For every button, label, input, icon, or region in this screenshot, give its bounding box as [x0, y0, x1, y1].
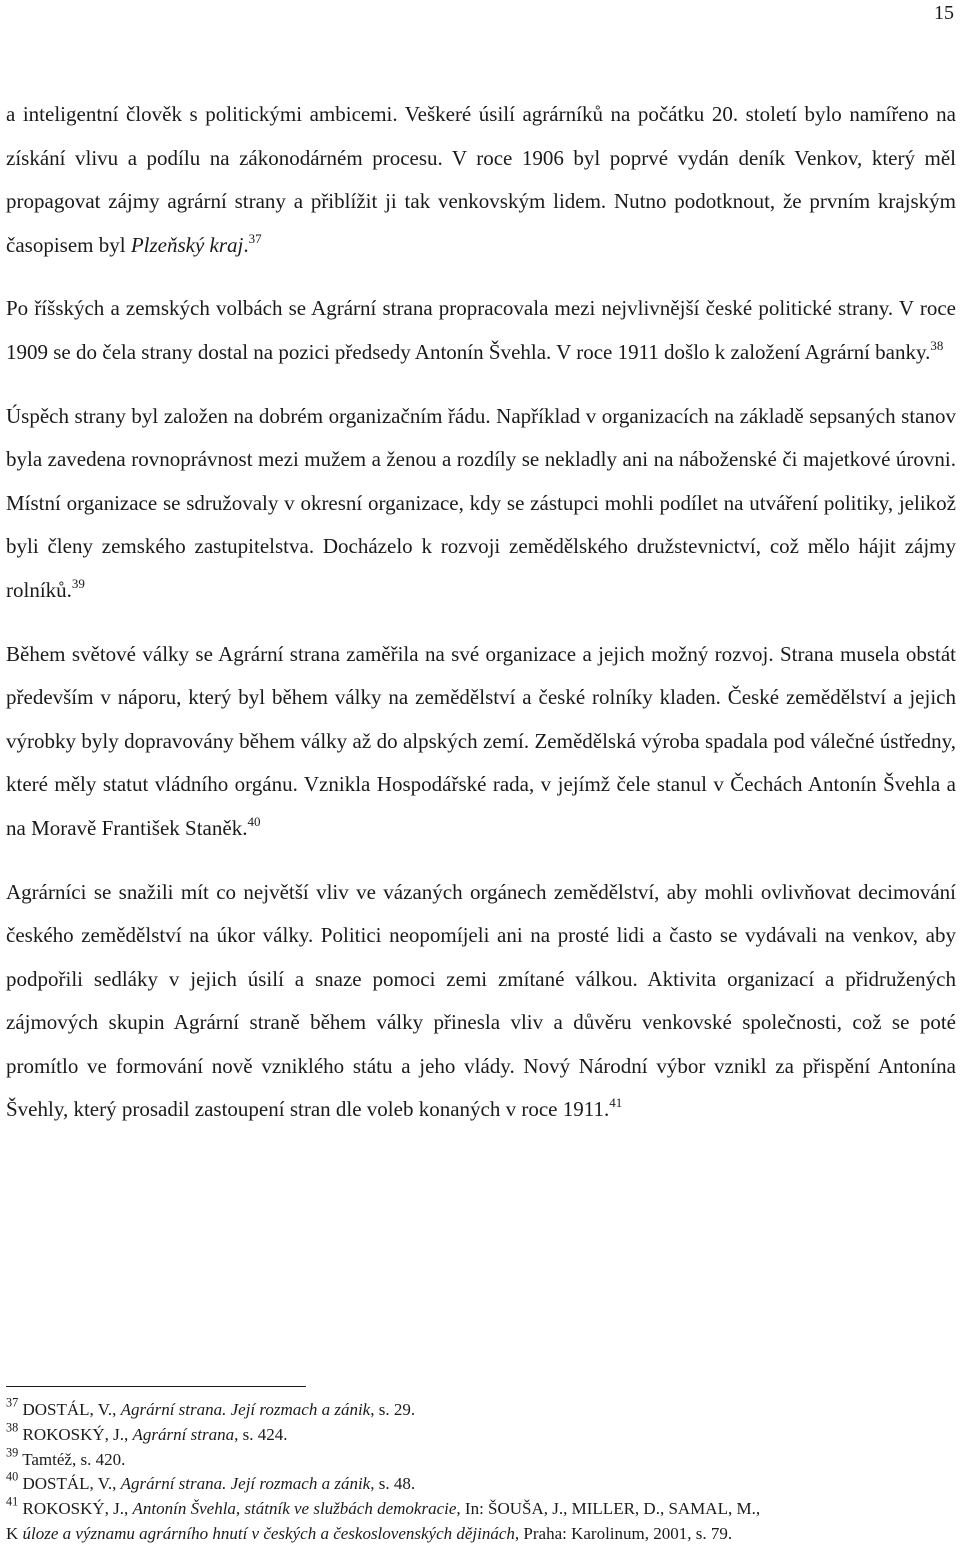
footnote-ref-39[interactable]: 39 [71, 575, 85, 591]
footnote-ref-37[interactable]: 37 [248, 230, 262, 246]
footnote-39: $^{39}$ Tamtéž, s. 420. [6, 1445, 126, 1469]
paragraph-2: Po říšských a zemských volbách se Agrární strana propracovala mezi nejvlivnější české politické strany. V roce 1909 se do čela strany dostal na pozici předsedy Antonín Švehla. V roce 1911 došlo k založení Agrární banky.$^{38}$ [6, 296, 956, 364]
footnotes [6, 1395, 956, 1547]
footnote-40: $^{40}$ DOSTÁL, V., Agrární strana. Její rozmach a zánik, s. 48. [6, 1469, 416, 1494]
paragraph-5: Agrárníci se snažili mít co největší vliv ve vázaných orgánech zemědělství, aby mohli ovlivňovat decimování českého zemědělství na úkor války. Politici neopomíjeli ani na prosté lidi a často se vydávali na venkov, aby podpořili sedláky v jejich úsilí a snaze pomoci zemi zmítané válkou. Aktivita organizací a přidružených zájmových skupin Agrární straně během války přinesla vliv a důvěru venkovské společnosti, což se poté promítlo ve formování nově vzniklého státu a jeho vlády. Nový Národní výbor vznikl za přispění Antonína Švehly, který prosadil zastoupení stran dle voleb konaných v roce 1911.41 [6, 879, 956, 1122]
body-text [6, 93, 956, 1152]
paragraph-4: Během světové války se Agrární strana zaměřila na své organizace a jejich možný rozvoj. Strana musela obstát především v náporu, který byl během války na zemědělství a české rolníky kladen. České zemědělství a jejich výrobky byly dopravovány během války až do alpských zemí. Zemědělská výroba spadala pod válečné ústředny, které měly statut vládního orgánu. Vznikla Hospodářské rada, v jejímž čele stanul v Čechách Antonín Švehla a na Moravě František Staněk.$^{40}$ [6, 641, 956, 840]
footnote-37: $^{37}$ DOSTÁL, V., Agrární strana. Její rozmach a zánik, s. 29. [6, 1395, 416, 1419]
page-number: 15 [934, 2, 954, 24]
paragraph-1: a inteligentní člověk s politickými ambicemi. Veškeré úsilí agrárníků na počátku 20. století bylo namířeno na získání vlivu a podílu na zákonodárném procesu. V roce 1906 byl poprvé vydán deník Venkov, který měl propagovat zájmy agrární strany a přiblížit ji tak venkovským lidem. Nutno podotknout, že prvním krajským časopisem byl Plzeňský kraj.$^{37}$ [6, 102, 956, 257]
footnote-ref-38[interactable]: 38 [930, 337, 944, 353]
paragraph-3: Úspěch strany byl založen na dobrém organizačním řádu. Například v organizacích na základě sepsaných stanov byla zavedena rovnoprávnost mezi mužem a ženou a rozdíly se nekladly ani na náboženské či majetkové úrovni. Místní organizace se sdružovaly v okresní organizace, kdy se zástupci mohli podílet na utváření politiky, jelikož byli členy zemského zastupitelstva. Docházelo k rozvoji zemědělského družstevnictví, což mělo hájit zájmy rolníků.$^{39}$ [6, 403, 956, 602]
journal-title: Plzeňský kraj [130, 232, 244, 257]
footnote-separator [6, 1386, 306, 1387]
footnote-38: $^{38}$ ROKOSKÝ, J., Agrární strana, s. 424. [6, 1420, 288, 1444]
footnote-ref-40[interactable]: 40 [247, 813, 261, 829]
footnote-41: $^{41}$ ROKOSKÝ, J., Antonín Švehla, státník ve službách demokracie, In: ŠOUŠA, J., MILLER, D., SAMAL, M., [6, 1494, 761, 1519]
footnote-ref-41[interactable]: 41 [609, 1095, 623, 1111]
footnote-41-continuation: K úloze a významu agrárního hnutí v českých a československých dějinách, Praha: Karolinum, 2001, s. 79. [6, 1523, 733, 1543]
